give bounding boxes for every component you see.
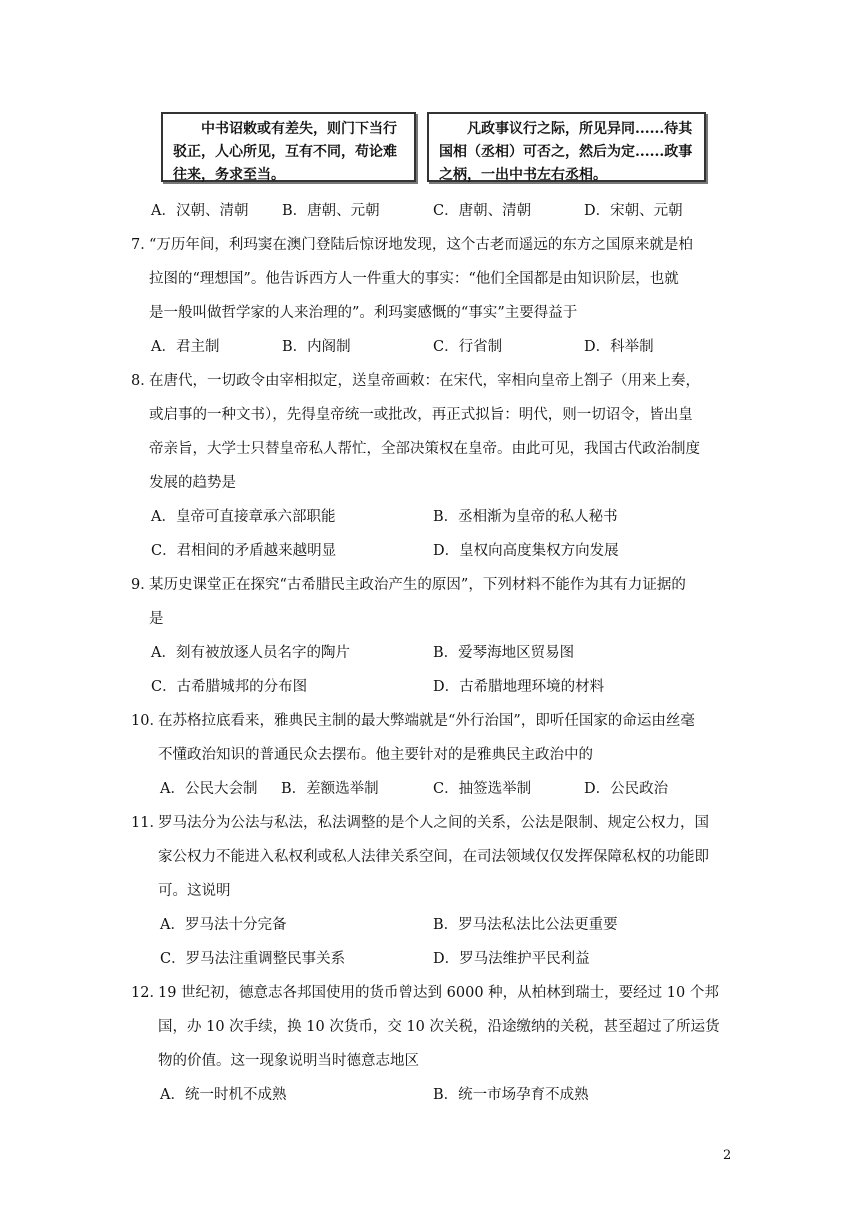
- q9-text-line: 是: [149, 611, 164, 627]
- q7-option-c[interactable]: C．行省制: [433, 339, 503, 355]
- q10-option-a[interactable]: A．公民大会制: [160, 781, 258, 797]
- q9-option-a[interactable]: A．刻有被放逐人员名字的陶片: [151, 645, 350, 661]
- q12-option-a[interactable]: A．统一时机不成熟: [160, 1087, 287, 1103]
- q9-option-d[interactable]: D．古希腊地理环境的材料: [433, 679, 605, 695]
- q10-option-c[interactable]: C．抽签选举制: [433, 781, 532, 797]
- quote-box-right: [427, 112, 706, 182]
- q6-option-d[interactable]: D．宋朝、元朝: [584, 203, 683, 219]
- q7-text-line: “万历年间，利玛窦在澳门登陆后惊讶地发现，这个古老而遥远的东方之国原来就是柏: [149, 237, 693, 253]
- q11-option-d[interactable]: D．罗马法维护平民利益: [433, 951, 590, 967]
- q9-text-line: 某历史课堂正在探究“古希腊民主政治产生的原因”，下列材料不能作为其有力证据的: [149, 577, 686, 593]
- q8-option-d[interactable]: D．皇权向高度集权方向发展: [433, 543, 619, 559]
- q6-option-c[interactable]: C．唐朝、清朝: [433, 203, 532, 219]
- quote-text-left: 中书诏敕或有差失，则门下当行驳正，人心所见，互有不同，苟论难往来，务求至当。: [173, 121, 397, 183]
- q12-text-line: 19 世纪初，德意志各邦国使用的货币曾达到 6000 种，从柏林到瑞士，要经过 10 个邦: [158, 985, 719, 1001]
- q7-text-line: 是一般叫做哲学家的人来治理的”。利玛窦感慨的“事实”主要得益于: [149, 305, 578, 321]
- q7-option-d[interactable]: D．科举制: [584, 339, 654, 355]
- q11-option-a[interactable]: A．罗马法十分完备: [160, 917, 287, 933]
- q10-text-line: 在苏格拉底看来，雅典民主制的最大弊端就是“外行治国”，即听任国家的命运由丝毫: [158, 713, 695, 729]
- q6-option-b[interactable]: B．唐朝、元朝: [282, 203, 380, 219]
- q7-option-a[interactable]: A．君主制: [151, 339, 220, 355]
- q6-option-a[interactable]: A．汉朝、清朝: [151, 203, 249, 219]
- q11-text-line: 罗马法分为公法与私法，私法调整的是个人之间的关系，公法是限制、规定公权力，国: [158, 815, 709, 831]
- q7-option-b[interactable]: B．内阁制: [282, 339, 351, 355]
- q7-number: 7．: [131, 237, 155, 253]
- q11-text-line: 家公权力不能进入私权利或私人法律关系空间，在司法领域仅仅发挥保障私权的功能即: [158, 849, 709, 865]
- q12-text-line: 物的价值。这一现象说明当时德意志地区: [158, 1053, 419, 1069]
- q8-option-a[interactable]: A．皇帝可直接章承六部职能: [151, 509, 336, 525]
- q10-number: 10．: [131, 713, 164, 729]
- q9-option-b[interactable]: B．爱琴海地区贸易图: [433, 645, 575, 661]
- q10-text-line: 不懂政治知识的普通民众去摆布。他主要针对的是雅典民主政治中的: [158, 747, 593, 763]
- q8-option-b[interactable]: B．丞相渐为皇帝的私人秘书: [433, 509, 618, 525]
- q11-option-c[interactable]: C．罗马法注重调整民事关系: [160, 951, 346, 967]
- q12-option-b[interactable]: B．统一市场孕育不成熟: [433, 1087, 589, 1103]
- q11-option-b[interactable]: B．罗马法私法比公法更重要: [433, 917, 618, 933]
- q8-text-line: 在唐代，一切政令由宰相拟定，送皇帝画敕：在宋代，宰相向皇帝上劄子（用来上奏，: [149, 373, 700, 389]
- q8-text-line: 帝亲旨，大学士只替皇帝私人帮忙，全部决策权在皇帝。由此可见，我国古代政治制度: [149, 441, 700, 457]
- quote-box-left: [161, 112, 416, 182]
- q9-option-c[interactable]: C．古希腊城邦的分布图: [151, 679, 308, 695]
- q8-text-line: 或启事的一种文书），先得皇帝统一或批改，再正式拟旨：明代，则一切诏令，皆出皇: [149, 407, 693, 423]
- q8-text-line: 发展的趋势是: [149, 475, 236, 491]
- page-number: 2: [723, 1148, 732, 1163]
- q10-option-b[interactable]: B．差额选举制: [281, 781, 379, 797]
- q10-option-d[interactable]: D．公民政治: [584, 781, 669, 797]
- q11-number: 11．: [131, 815, 164, 831]
- quote-text-right: 凡政事议行之际，所见异同......待其国相（丞相）可否之，然后为定......政事之柄，一出中书左右丞相。: [439, 121, 693, 183]
- q7-text-line: 拉图的“理想国”。他告诉西方人一件重大的事实：“他们全国都是由知识阶层，也就: [149, 271, 679, 287]
- q11-text-line: 可。这说明: [158, 883, 231, 899]
- q9-number: 9．: [131, 577, 155, 593]
- q8-number: 8．: [131, 373, 155, 389]
- q12-number: 12．: [131, 985, 164, 1001]
- q8-option-c[interactable]: C．君相间的矛盾越来越明显: [151, 543, 337, 559]
- quote-boxes: [161, 112, 707, 186]
- q12-text-line: 国，办 10 次手续，换 10 次货币，交 10 次关税，沿途缴纳的关税，甚至超过了所运货: [158, 1019, 720, 1035]
